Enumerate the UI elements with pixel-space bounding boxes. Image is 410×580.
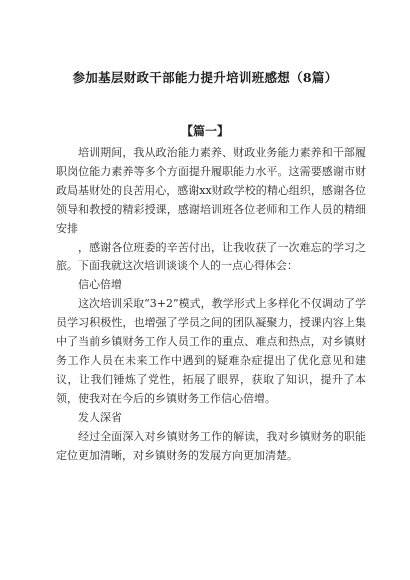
body-paragraph: 这次培训采取“3+2”模式，教学形式上多样化不仅调动了学员学习积极性，也增强了学员之间的团队凝聚力，授课内容上集中了当前乡镇财务工作人员工作的重点、难点和热点，对乡镇财务工作人员在未来工作中遇到的疑难杂症提出了优化意见和建议，让我们锤炼了党性，拓展了眼界，获取了知识，提升了本领，使我对在今后的乡镇财务工作信心倍增。 — [56, 297, 366, 405]
subheading: 发人深省 — [78, 410, 122, 424]
subheading: 信心倍增 — [78, 278, 122, 292]
document-title: 参加基层财政干部能力提升培训班感想（8篇） — [72, 70, 338, 85]
body-paragraph: ，感谢各位班委的辛苦付出，让我收获了一次难忘的学习之旅。下面我就这次培训谈谈个人的一点心得体会： — [56, 240, 366, 273]
body-paragraph: 经过全面深入对乡镇财务工作的解读，我对乡镇财务的职能定位更加清晰，对乡镇财务的发展方向更加清楚。 — [56, 429, 366, 462]
body-paragraph: 培训期间，我从政治能力素养、财政业务能力素养和干部履职岗位能力素养等多个方面提升履职能力水平。这需要感谢市财政局基财处的良苦用心，感谢xx财政学校的精心组织，感谢各位领导和教授的精彩授课，感谢培训班各位老师和工作人员的精细安排 — [56, 146, 366, 235]
section-heading: 【篇一】 — [180, 124, 229, 138]
document-body — [56, 144, 366, 465]
